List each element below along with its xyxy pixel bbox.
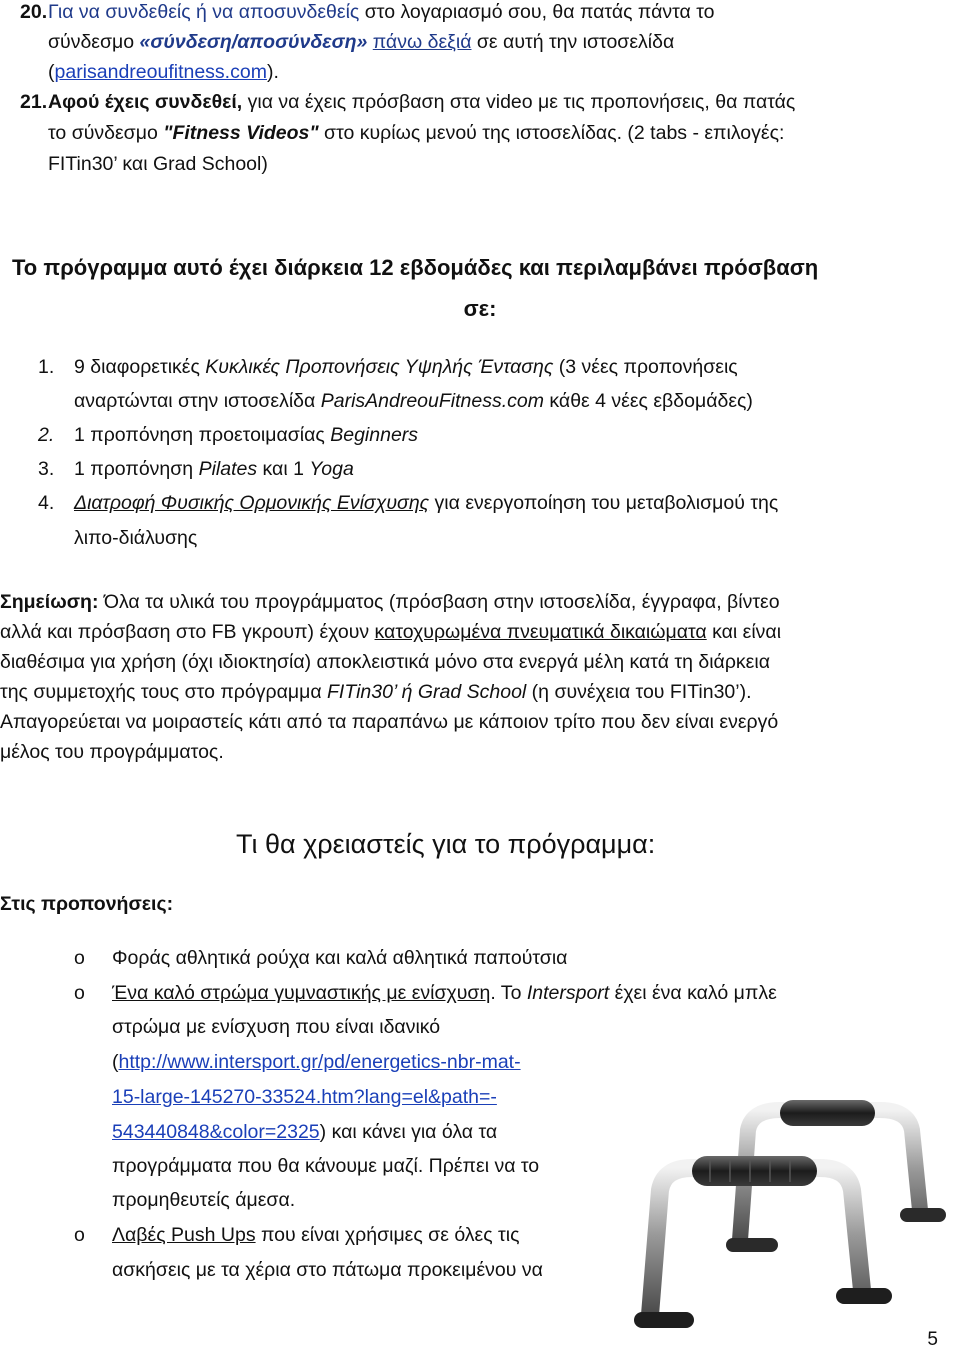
item-20-line-2: σύνδεσμο «σύνδεση/αποσύνδεση» πάνω δεξιά σε αυτή την ιστοσελίδα [48, 31, 675, 53]
note-line-1: Σημείωση: Όλα τα υλικά του προγράμματος (πρόσβαση στην ιστοσελίδα, έγγραφα, βίντεο [0, 591, 780, 613]
needs-title: Τι θα χρειαστείς για το πρόγραμμα: [236, 829, 656, 859]
item-21-line-2: το σύνδεσμο "Fitness Videos" στο κυρίως μενού της ιστοσελίδας. (2 tabs - επιλογές: [48, 122, 785, 144]
intersport-url-link-part-2[interactable]: 15-large-145270-33524.htm?lang=el&path=- [112, 1086, 497, 1108]
page-number: 5 [927, 1329, 938, 1350]
needs-bullet-3-line-1: o Λαβές Push Ups που είναι χρήσιμες σε όλες τις [0, 1223, 520, 1247]
program-item-4-line-1: 4. Διατροφή Φυσικής Ορμονικής Ενίσχυσης για ενεργοποίηση του μεταβολισμού της [38, 492, 779, 514]
needs-bullet-2-line-2: στρώμα με ενίσχυση που είναι ιδανικό [112, 1016, 441, 1038]
bullet-marker: o [74, 1224, 85, 1246]
program-item-3: 3. 1 προπόνηση Pilates και 1 Yoga [38, 458, 354, 480]
note-label: Σημείωση: [0, 591, 99, 613]
note-line-4: της συμμετοχής τους στο πρόγραμμα FITin30’ ή Grad School (η συνέχεια του FITin30’). [0, 681, 752, 703]
needs-bullet-2-line-3: (http://www.intersport.gr/pd/energetics-nbr-mat- [112, 1051, 521, 1073]
mat-link[interactable]: Ένα καλό στρώμα γυμναστικής με ενίσχυση [112, 982, 491, 1004]
item-20-line-1: 20.Για να συνδεθείς ή να αποσυνδεθείς στο λογαριασμό σου, θα πατάς πάντα το [0, 0, 715, 24]
site-link[interactable]: parisandreoufitness.com [54, 61, 267, 83]
needs-bullet-2-line-1: o Ένα καλό στρώμα γυμναστικής με ενίσχυση. Το Intersport έχει ένα καλό μπλε [0, 981, 777, 1005]
intersport-url-link-part-3[interactable]: 543440848&color=2325 [112, 1121, 320, 1143]
item-20-number: 20. [20, 1, 48, 23]
needs-bullet-2-line-7: προμηθευτείς άμεσα. [112, 1189, 296, 1211]
program-item-4-line-2: λιπο-διάλυσης [74, 527, 198, 549]
fitness-videos-link[interactable]: "Fitness Videos" [163, 122, 319, 144]
intersport-url-link-part-1[interactable]: http://www.intersport.gr/pd/energetics-nbr-mat- [118, 1051, 521, 1073]
item-21-line-3: FITin30’ και Grad School) [48, 153, 268, 175]
bullet-marker: o [74, 947, 85, 969]
item-21-line-1: 21.Αφού έχεις συνδεθεί, για να έχεις πρόσβαση στα video με τις προπονήσεις, θα πατάς [0, 90, 795, 114]
note-line-2: αλλά και πρόσβαση στο FB γκρουπ) έχουν κατοχυρωμένα πνευματικά δικαιώματα και είναι [0, 621, 782, 643]
program-heading-line-2: σε: [463, 296, 497, 321]
program-item-2: 2. 1 προπόνηση προετοιμασίας Beginners [38, 424, 419, 446]
item-21-number: 21. [20, 91, 48, 113]
push-up-handles-image [630, 1090, 950, 1345]
needs-bullet-2-line-5: 543440848&color=2325) και κάνει για όλα τα [112, 1121, 498, 1143]
note-line-6: μέλος του προγράμματος. [0, 741, 224, 763]
needs-bullet-1: o Φοράς αθλητικά ρούχα και καλά αθλητικά παπούτσια [0, 946, 567, 970]
push-up-handles-link[interactable]: Λαβές Push Ups [112, 1224, 256, 1246]
needs-bullet-3-line-2: ασκήσεις με τα χέρια στο πάτωμα προκειμένου να [112, 1259, 543, 1281]
needs-subtitle: Στις προπονήσεις: [0, 893, 174, 915]
program-item-1-line-2: αναρτώνται στην ιστοσελίδα ParisAndreouFitness.com κάθε 4 νέες εβδομάδες) [74, 390, 753, 412]
program-heading-line-1: Το πρόγραμμα αυτό έχει διάρκεια 12 εβδομάδες και περιλαμβάνει πρόσβαση [12, 255, 819, 280]
login-logout-link[interactable]: «σύνδεση/αποσύνδεση» [139, 31, 368, 53]
note-line-5: Απαγορεύεται να μοιραστείς κάτι από τα παραπάνω με κάποιον τρίτο που δεν είναι ενεργό [0, 711, 779, 733]
needs-bullet-2-line-4 [112, 1085, 497, 1109]
note-line-3: διαθέσιμα για χρήση (όχι ιδιοκτησία) αποκλειστικά μόνο στα ενεργά μέλη κατά τη διάρκεια [0, 651, 770, 673]
needs-bullet-2-line-6: προγράμματα που θα κάνουμε μαζί. Πρέπει να το [112, 1155, 540, 1177]
item-20-line-3: (parisandreoufitness.com). [48, 61, 279, 83]
bullet-marker: o [74, 982, 85, 1004]
program-item-1-line-1: 1. 9 διαφορετικές Κυκλικές Προπονήσεις Υψηλής Έντασης (3 νέες προπονήσεις [38, 356, 738, 378]
